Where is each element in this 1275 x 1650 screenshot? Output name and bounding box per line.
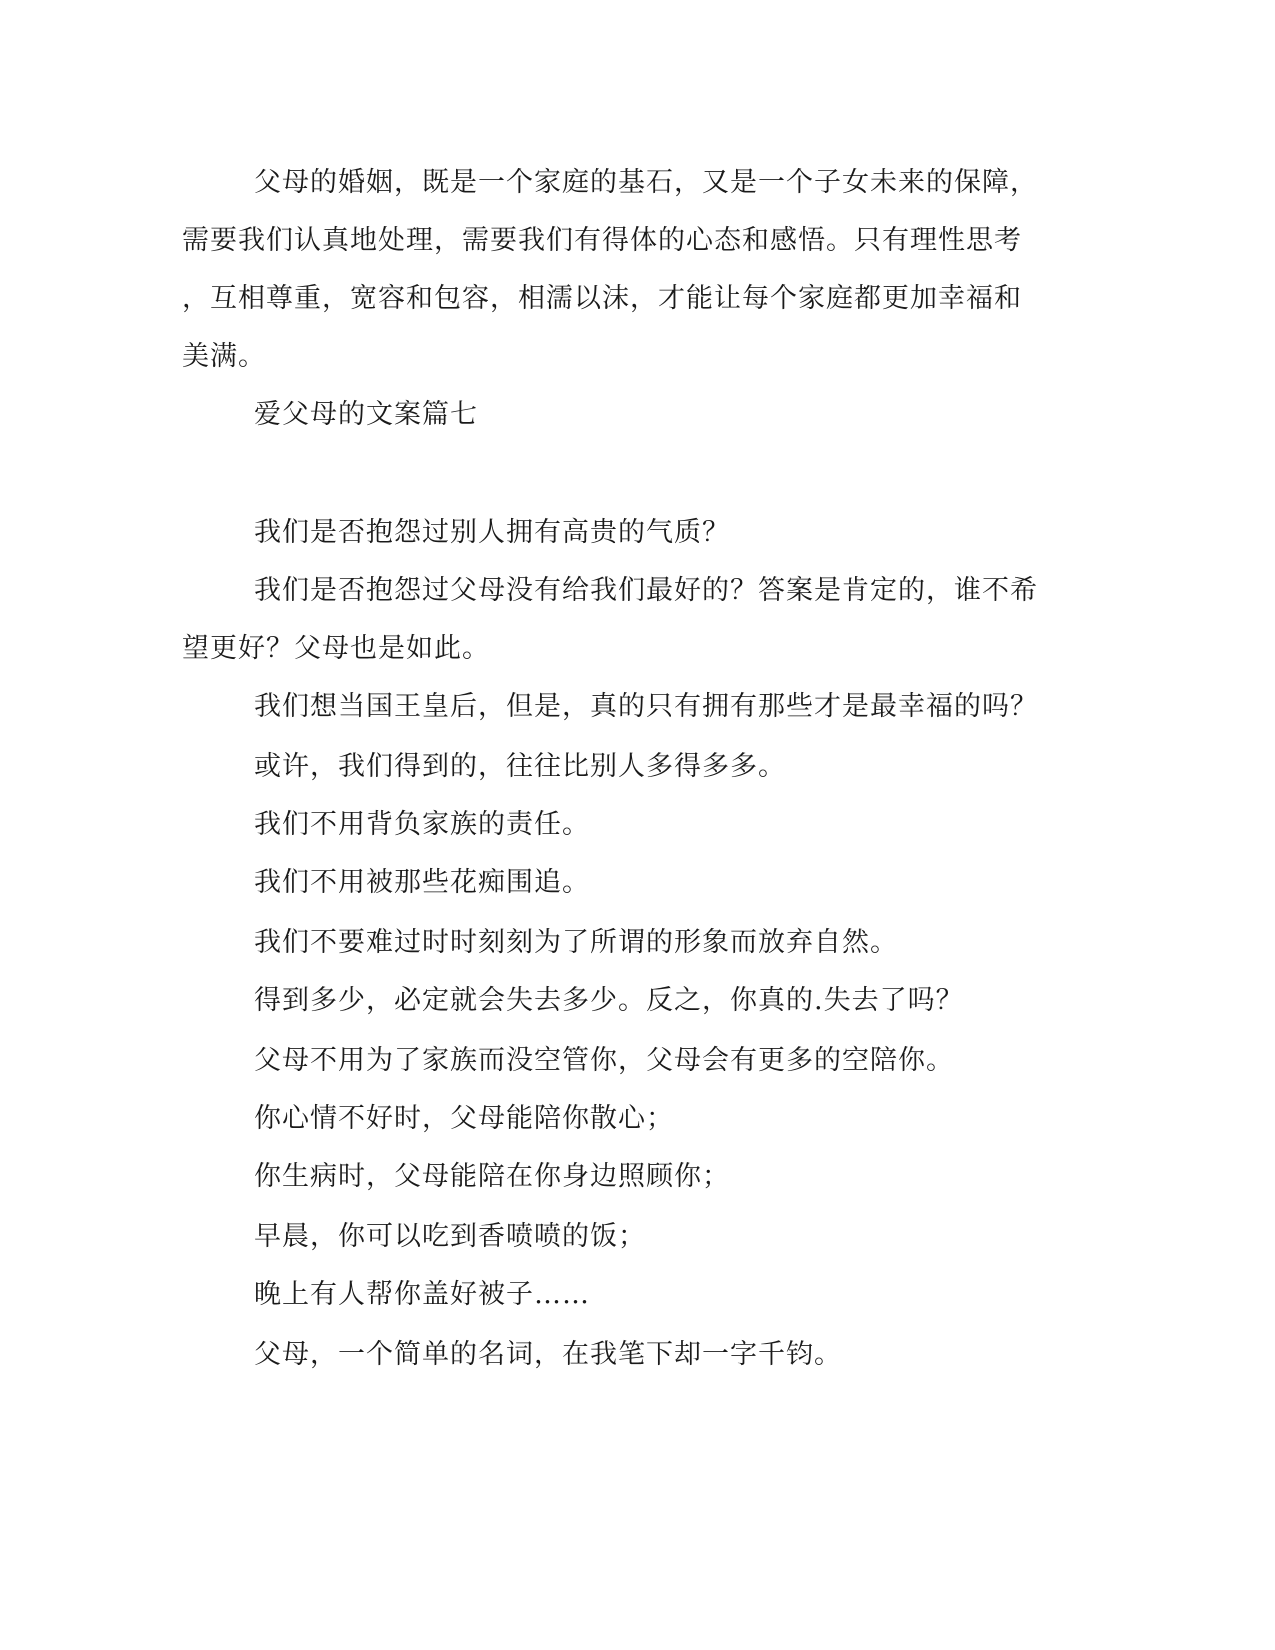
paragraph-1-line-4: 美满。 — [182, 341, 266, 372]
paragraph-line: 我们是否抱怨过别人拥有高贵的气质？ — [254, 517, 730, 548]
paragraph-line: 你生病时，父母能陪在你身边照顾你； — [254, 1161, 730, 1192]
paragraph-line: 或许，我们得到的，往往比别人多得多多。 — [254, 751, 786, 782]
paragraph-1-line-1: 父母的婚姻，既是一个家庭的基石，又是一个子女未来的保障， — [254, 167, 1038, 198]
paragraph-line: 我们不要难过时时刻刻为了所谓的形象而放弃自然。 — [254, 927, 898, 958]
paragraph-line: 我们不用被那些花痴围追。 — [254, 867, 590, 898]
paragraph-line: 我们是否抱怨过父母没有给我们最好的？答案是肯定的，谁不希 — [254, 575, 1038, 606]
paragraph-line: 你心情不好时，父母能陪你散心； — [254, 1103, 674, 1134]
paragraph-line: 晚上有人帮你盖好被子…… — [254, 1279, 590, 1310]
paragraph-line: 父母不用为了家族而没空管你，父母会有更多的空陪你。 — [254, 1045, 954, 1076]
paragraph-1-line-2: 需要我们认真地处理，需要我们有得体的心态和感悟。只有理性思考 — [182, 225, 1022, 256]
paragraph-1-line-3: ，互相尊重，宽容和包容，相濡以沫，才能让每个家庭都更加幸福和 — [182, 283, 1022, 314]
paragraph-line: 得到多少，必定就会失去多少。反之，你真的.失去了吗？ — [254, 985, 964, 1016]
paragraph-line: 我们不用背负家族的责任。 — [254, 809, 590, 840]
paragraph-line: 望更好？父母也是如此。 — [182, 633, 490, 664]
paragraph-line: 早晨，你可以吃到香喷喷的饭； — [254, 1221, 646, 1252]
section-heading: 爱父母的文案篇七 — [254, 399, 478, 430]
paragraph-line: 我们想当国王皇后，但是，真的只有拥有那些才是最幸福的吗？ — [254, 691, 1038, 722]
paragraph-line: 父母，一个简单的名词，在我笔下却一字千钧。 — [254, 1339, 842, 1370]
